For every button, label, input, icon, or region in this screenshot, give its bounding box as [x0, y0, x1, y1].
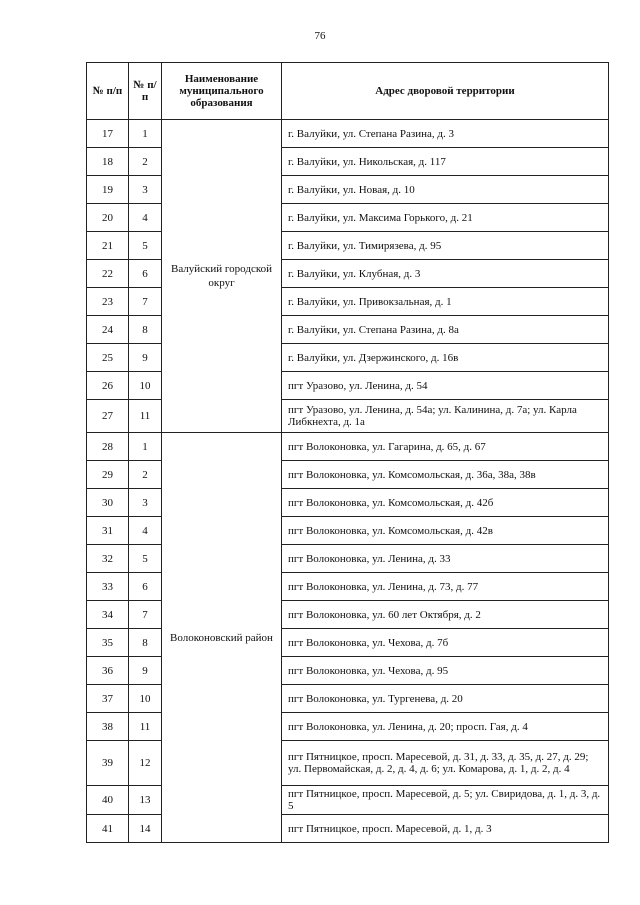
group-number-cell: 10	[129, 685, 162, 713]
row-number-cell: 27	[87, 400, 129, 433]
header-address: Адрес дворовой территории	[282, 63, 609, 120]
row-number-cell: 39	[87, 741, 129, 786]
address-cell: г. Валуйки, ул. Максима Горького, д. 21	[282, 204, 609, 232]
table-header-row	[87, 63, 609, 120]
group-number-cell: 6	[129, 260, 162, 288]
group-number-cell: 9	[129, 657, 162, 685]
row-number-cell: 40	[87, 786, 129, 815]
row-number-cell: 28	[87, 433, 129, 461]
row-number-cell: 36	[87, 657, 129, 685]
group-number-cell: 7	[129, 288, 162, 316]
group-number-cell: 7	[129, 601, 162, 629]
row-number-cell: 38	[87, 713, 129, 741]
group-number-cell: 12	[129, 741, 162, 786]
header-group-number: № п/п	[129, 63, 162, 120]
row-number-cell: 32	[87, 545, 129, 573]
table-body	[87, 120, 609, 843]
address-cell: пгт Пятницкое, просп. Маресевой, д. 31, д. 33, д. 35, д. 27, д. 29; ул. Первомайская, д. 2, д. 4, д. 6; ул. Комарова, д. 1, д. 2, д. 4	[282, 741, 609, 786]
group-number-cell: 6	[129, 573, 162, 601]
municipality-cell: Волоконовский район	[162, 433, 282, 843]
address-cell: пгт Волоконовка, ул. Ленина, д. 73, д. 77	[282, 573, 609, 601]
row-number-cell: 37	[87, 685, 129, 713]
page-number: 76	[314, 30, 326, 42]
row-number-cell: 17	[87, 120, 129, 148]
row-number-cell: 22	[87, 260, 129, 288]
row-number-cell: 34	[87, 601, 129, 629]
header-municipality: Наименование муниципального образования	[162, 63, 282, 120]
group-number-cell: 5	[129, 232, 162, 260]
address-cell: пгт Волоконовка, ул. Чехова, д. 95	[282, 657, 609, 685]
address-cell: г. Валуйки, ул. Дзержинского, д. 16в	[282, 344, 609, 372]
row-number-cell: 41	[87, 815, 129, 843]
table-row	[87, 433, 609, 461]
row-number-cell: 26	[87, 372, 129, 400]
address-cell: пгт Волоконовка, ул. Комсомольская, д. 36а, 38а, 38в	[282, 461, 609, 489]
address-cell: пгт Волоконовка, ул. 60 лет Октября, д. 2	[282, 601, 609, 629]
group-number-cell: 9	[129, 344, 162, 372]
group-number-cell: 1	[129, 433, 162, 461]
group-number-cell: 11	[129, 713, 162, 741]
header-row-number: № п/п	[87, 63, 129, 120]
address-cell: пгт Уразово, ул. Ленина, д. 54а; ул. Калинина, д. 7а; ул. Карла Либкнехта, д. 1а	[282, 400, 609, 433]
row-number-cell: 33	[87, 573, 129, 601]
address-cell: пгт Волоконовка, ул. Ленина, д. 33	[282, 545, 609, 573]
address-table	[86, 62, 609, 843]
group-number-cell: 3	[129, 489, 162, 517]
row-number-cell: 19	[87, 176, 129, 204]
group-number-cell: 4	[129, 517, 162, 545]
group-number-cell: 4	[129, 204, 162, 232]
address-cell: пгт Волоконовка, ул. Чехова, д. 7б	[282, 629, 609, 657]
row-number-cell: 18	[87, 148, 129, 176]
group-number-cell: 10	[129, 372, 162, 400]
row-number-cell: 20	[87, 204, 129, 232]
address-cell: пгт Волоконовка, ул. Комсомольская, д. 42б	[282, 489, 609, 517]
municipality-cell: Валуйский городской округ	[162, 120, 282, 433]
row-number-cell: 30	[87, 489, 129, 517]
address-cell: пгт Пятницкое, просп. Маресевой, д. 5; ул. Свиридова, д. 1, д. 3, д. 5	[282, 786, 609, 815]
group-number-cell: 3	[129, 176, 162, 204]
group-number-cell: 8	[129, 629, 162, 657]
address-cell: г. Валуйки, ул. Привокзальная, д. 1	[282, 288, 609, 316]
row-number-cell: 31	[87, 517, 129, 545]
group-number-cell: 2	[129, 148, 162, 176]
address-cell: пгт Волоконовка, ул. Гагарина, д. 65, д. 67	[282, 433, 609, 461]
address-cell: пгт Пятницкое, просп. Маресевой, д. 1, д. 3	[282, 815, 609, 843]
address-cell: г. Валуйки, ул. Новая, д. 10	[282, 176, 609, 204]
group-number-cell: 2	[129, 461, 162, 489]
address-cell: пгт Волоконовка, ул. Комсомольская, д. 42в	[282, 517, 609, 545]
group-number-cell: 11	[129, 400, 162, 433]
address-cell: пгт Уразово, ул. Ленина, д. 54	[282, 372, 609, 400]
group-number-cell: 13	[129, 786, 162, 815]
address-cell: г. Валуйки, ул. Степана Разина, д. 8а	[282, 316, 609, 344]
row-number-cell: 29	[87, 461, 129, 489]
group-number-cell: 5	[129, 545, 162, 573]
row-number-cell: 23	[87, 288, 129, 316]
row-number-cell: 24	[87, 316, 129, 344]
row-number-cell: 25	[87, 344, 129, 372]
address-cell: г. Валуйки, ул. Степана Разина, д. 3	[282, 120, 609, 148]
group-number-cell: 14	[129, 815, 162, 843]
group-number-cell: 8	[129, 316, 162, 344]
row-number-cell: 35	[87, 629, 129, 657]
address-cell: пгт Волоконовка, ул. Тургенева, д. 20	[282, 685, 609, 713]
group-number-cell: 1	[129, 120, 162, 148]
address-cell: г. Валуйки, ул. Никольская, д. 117	[282, 148, 609, 176]
row-number-cell: 21	[87, 232, 129, 260]
address-cell: г. Валуйки, ул. Тимирязева, д. 95	[282, 232, 609, 260]
table-row	[87, 120, 609, 148]
address-cell: пгт Волоконовка, ул. Ленина, д. 20; просп. Гая, д. 4	[282, 713, 609, 741]
address-cell: г. Валуйки, ул. Клубная, д. 3	[282, 260, 609, 288]
